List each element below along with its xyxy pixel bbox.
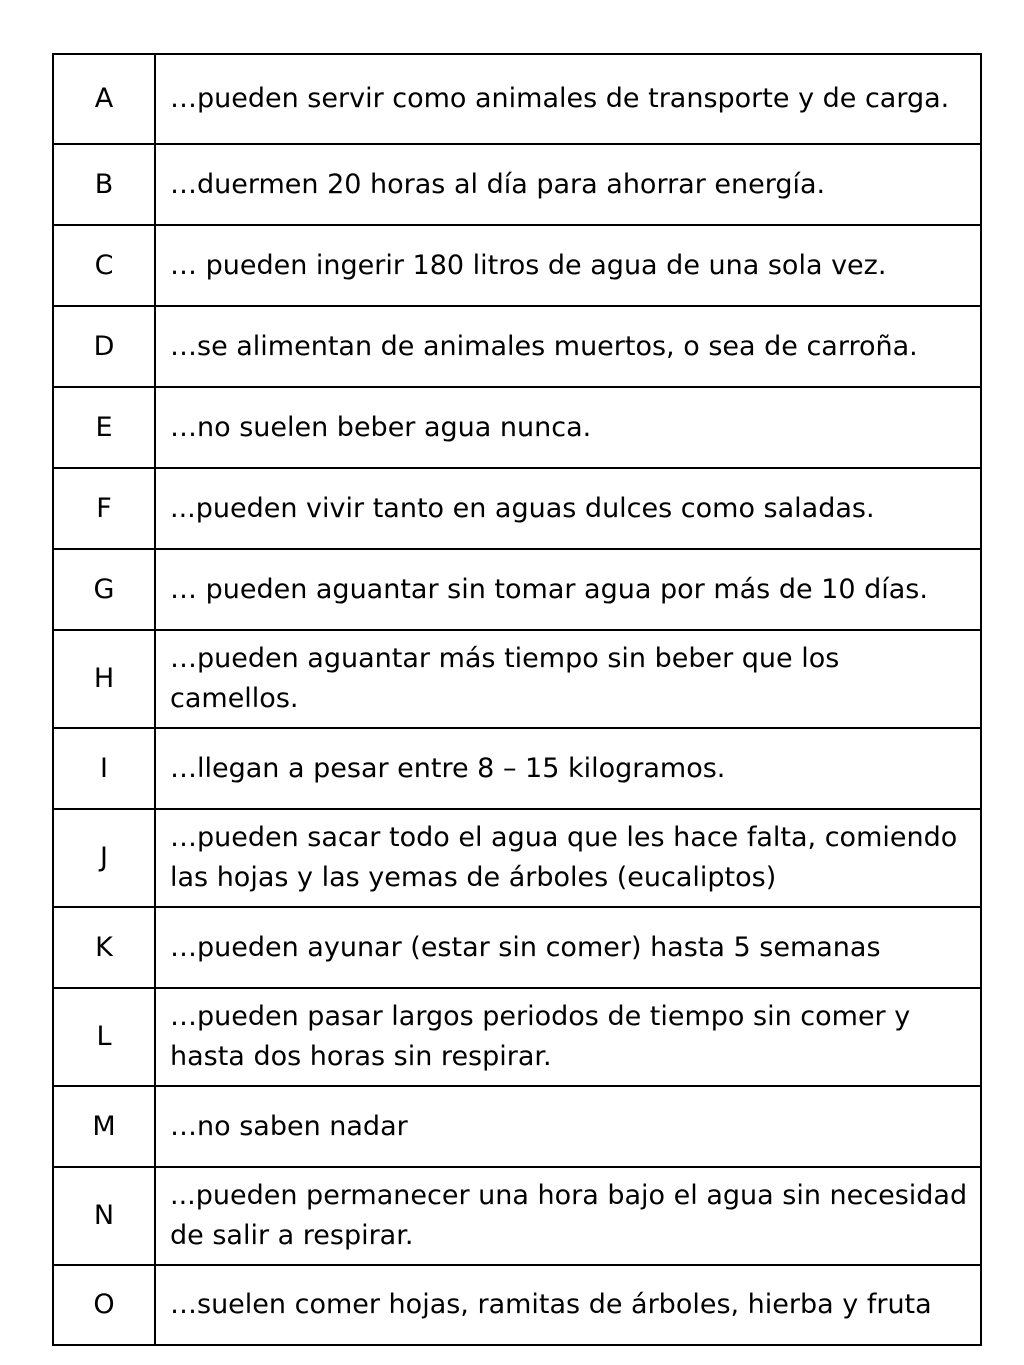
row-letter: C — [53, 225, 155, 306]
row-letter: J — [53, 809, 155, 907]
row-letter: G — [53, 549, 155, 630]
table-row — [53, 306, 981, 387]
row-text: …se alimentan de animales muertos, o sea de carroña. — [155, 306, 981, 387]
table-row — [53, 144, 981, 225]
row-text: …suelen comer hojas, ramitas de árboles, hierba y fruta — [155, 1265, 981, 1345]
row-letter: D — [53, 306, 155, 387]
row-text: …pueden aguantar más tiempo sin beber que los camellos. — [155, 630, 981, 728]
row-text: … pueden ingerir 180 litros de agua de una sola vez. — [155, 225, 981, 306]
row-letter: I — [53, 728, 155, 809]
table-row — [53, 54, 981, 144]
row-letter: K — [53, 907, 155, 988]
row-text: …pueden sacar todo el agua que les hace falta, comiendo las hojas y las yemas de árboles (eucaliptos) — [155, 809, 981, 907]
row-text: …llegan a pesar entre 8 – 15 kilogramos. — [155, 728, 981, 809]
table-row — [53, 630, 981, 728]
table-row — [53, 728, 981, 809]
table-row — [53, 225, 981, 306]
table-row — [53, 549, 981, 630]
row-letter: H — [53, 630, 155, 728]
table-row — [53, 1167, 981, 1265]
row-letter: F — [53, 468, 155, 549]
row-letter: L — [53, 988, 155, 1086]
row-text: …pueden ayunar (estar sin comer) hasta 5 semanas — [155, 907, 981, 988]
row-text: …no saben nadar — [155, 1086, 981, 1167]
table-row — [53, 1086, 981, 1167]
table-row — [53, 1265, 981, 1345]
table-row — [53, 468, 981, 549]
row-letter: B — [53, 144, 155, 225]
row-letter: E — [53, 387, 155, 468]
table-row — [53, 988, 981, 1086]
row-text: ...pueden vivir tanto en aguas dulces como saladas. — [155, 468, 981, 549]
facts-table — [52, 53, 982, 1346]
table-row — [53, 907, 981, 988]
row-text: …duermen 20 horas al día para ahorrar energía. — [155, 144, 981, 225]
row-letter: M — [53, 1086, 155, 1167]
row-letter: A — [53, 54, 155, 144]
row-text: …pueden pasar largos periodos de tiempo sin comer y hasta dos horas sin respirar. — [155, 988, 981, 1086]
row-text: ...pueden permanecer una hora bajo el agua sin necesidad de salir a respirar. — [155, 1167, 981, 1265]
row-text: …pueden servir como animales de transporte y de carga. — [155, 54, 981, 144]
table-row — [53, 387, 981, 468]
row-text: …no suelen beber agua nunca. — [155, 387, 981, 468]
row-letter: N — [53, 1167, 155, 1265]
row-text: … pueden aguantar sin tomar agua por más de 10 días. — [155, 549, 981, 630]
row-letter: O — [53, 1265, 155, 1345]
table-row — [53, 809, 981, 907]
